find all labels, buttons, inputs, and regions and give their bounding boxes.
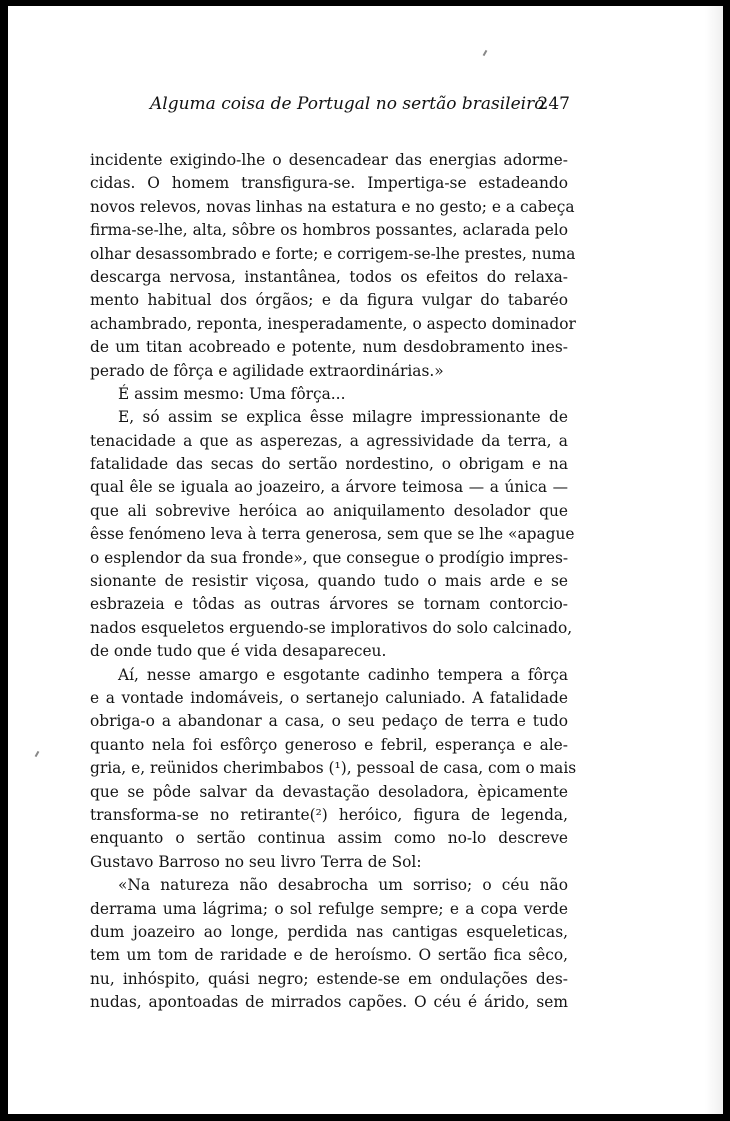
text-line: esbrazeia e tôdas as outras árvores se tornam contorcio- (90, 595, 568, 614)
book-page (8, 6, 723, 1114)
text-line: E, só assim se explica êsse milagre impressionante de (118, 408, 568, 427)
text-line: sionante de resistir viçosa, quando tudo o mais arde e se (90, 572, 568, 591)
text-line: e a vontade indomáveis, o sertanejo caluniado. A fatalidade (90, 688, 568, 707)
scan-speck (483, 50, 488, 56)
text-line: dum joazeiro ao longe, perdida nas cantigas esqueleticas, (90, 922, 568, 941)
text-line: «Na natureza não desabrocha um sorriso; o céu não (118, 876, 568, 895)
text-line: tem um tom de raridade e de heroísmo. O sertão fica sêco, (90, 946, 568, 965)
text-line: É assim mesmo: Uma fôrça... (118, 384, 346, 403)
text-line: descarga nervosa, instantânea, todos os efeitos do relaxa- (90, 267, 568, 286)
text-line: cidas. O homem transfigura-se. Impertiga-se estadeando (90, 174, 568, 193)
text-line: transforma-se no retirante(²) heróico, figura de legenda, (90, 805, 568, 824)
text-line: qual êle se iguala ao joazeiro, a árvore teimosa — a única — (90, 478, 568, 497)
text-line: incidente exigindo-lhe o desencadear das energias adorme- (90, 151, 568, 169)
text-line: mento habitual dos órgãos; e da figura vulgar do tabaréo (90, 291, 568, 310)
page-number: 247 (537, 94, 570, 114)
running-title: Alguma coisa de Portugal no sertão brasileiro (150, 94, 545, 114)
text-line: olhar desassombrado e forte; e corrigem-se-lhe prestes, numa (90, 244, 576, 263)
scan-edge-shadow (705, 6, 723, 1114)
scan-speck (35, 751, 40, 757)
text-line: quanto nela foi esfôrço generoso e febril, esperança e ale- (90, 735, 568, 754)
text-line: fatalidade das secas do sertão nordestino, o obrigam e na (90, 455, 568, 474)
text-line: Aí, nesse amargo e esgotante cadinho tempera a fôrça (118, 665, 568, 684)
text-line: obriga-o a abandonar a casa, o seu pedaço de terra e tudo (90, 712, 568, 731)
text-line: de onde tudo que é vida desapareceu. (90, 642, 387, 661)
text-line: nudas, apontoadas de mirrados capões. O céu é árido, sem (90, 993, 568, 1012)
text-line: êsse fenómeno leva à terra generosa, sem que se lhe «apague (90, 525, 575, 544)
text-line: derrama uma lágrima; o sol refulge sempre; e a copa verde (90, 899, 568, 918)
text-line: Gustavo Barroso no seu livro Terra de Sol: (90, 852, 422, 871)
text-line: o esplendor da sua fronde», que consegue o prodígio impres- (90, 548, 569, 567)
text-line: tenacidade a que as asperezas, a agressividade da terra, a (90, 431, 568, 450)
text-line: gria, e, reünidos cherimbabos (¹), pessoal de casa, com o mais (90, 759, 577, 778)
body-text (90, 149, 577, 1014)
text-line: de um titan acobreado e potente, num desdobramento ines- (90, 338, 568, 357)
text-line: enquanto o sertão continua assim como no-lo descreve (90, 829, 568, 848)
text-line: que se pôde salvar da devastação desoladora, èpicamente (90, 782, 568, 801)
text-line: perado de fôrça e agilidade extraordinárias.» (90, 361, 444, 380)
text-line: achambrado, reponta, inesperadamente, o aspecto dominador (90, 314, 576, 333)
text-line: novos relevos, novas linhas na estatura e no gesto; e a cabeça (90, 197, 575, 216)
text-line: nu, inhóspito, quási negro; estende-se em ondulações des- (90, 969, 568, 988)
text-line: nados esqueletos erguendo-se implorativos do solo calcinado, (90, 618, 573, 637)
text-line: que ali sobrevive heróica ao aniquilamento desolador que (90, 501, 568, 520)
text-line: firma-se-lhe, alta, sôbre os hombros possantes, aclarada pelo (90, 221, 568, 240)
